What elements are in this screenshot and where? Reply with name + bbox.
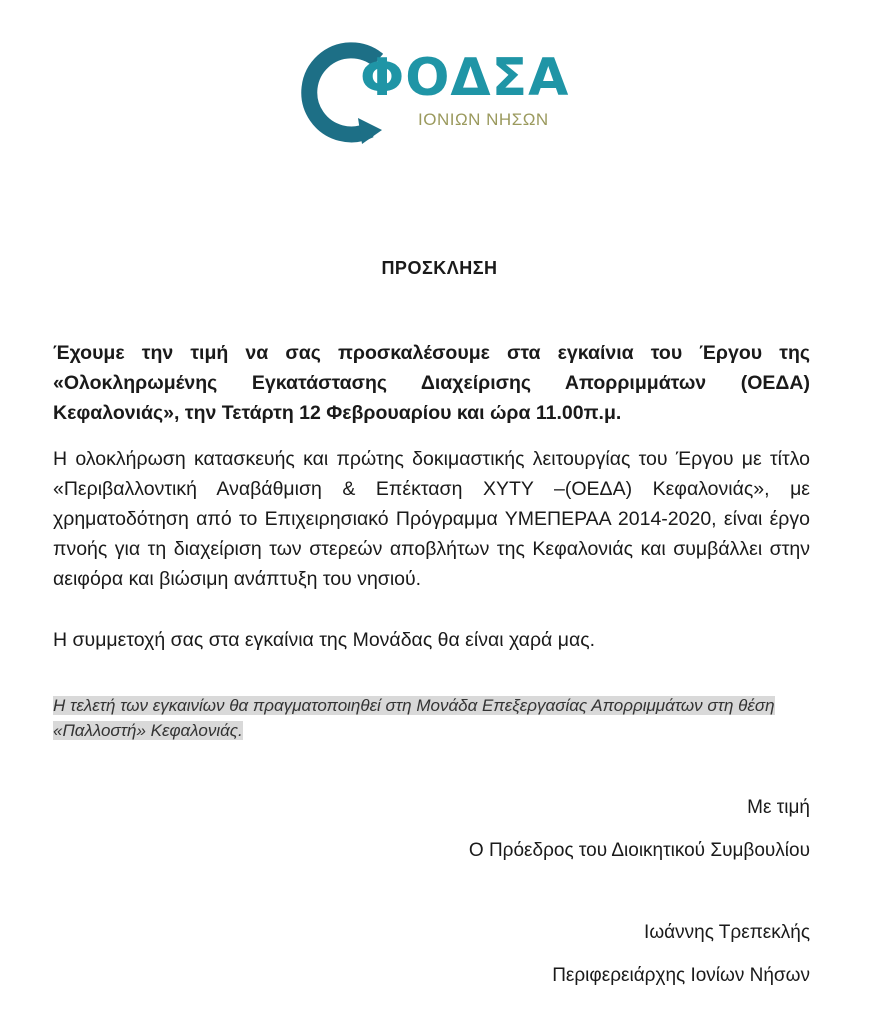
logo-subtitle: ΙΟΝΙΩΝ ΝΗΣΩΝ (418, 110, 549, 129)
closing-line: Η συμμετοχή σας στα εγκαίνια της Μονάδας θα είναι χαρά μας. (53, 629, 596, 651)
ceremony-note-text: Η τελετή των εγκαινίων θα πραγματοποιηθεί στη Μονάδα Επεξεργασίας Απορριμμάτων στη θέση «Παλλοστή» Κεφαλονιάς. (53, 696, 775, 740)
signature-salutation: Με τιμή (747, 797, 810, 818)
signature-role: Ο Πρόεδρος του Διοικητικού Συμβουλίου (468, 840, 810, 861)
document-title: ΠΡΟΣΚΛΗΣΗ (381, 258, 498, 278)
invitation-intro: Έχουμε την τιμή να σας προσκαλέσουμε στα εγκαίνια του Έργου της «Ολοκληρωμένης Εγκατάστασης Διαχείρισης Απορριμμάτων (ΟΕΔΑ) Κεφαλονιάς», την Τετάρτη 12 Φεβρουαρίου και ώρα 11.00π.μ. (53, 342, 810, 424)
ceremony-note (53, 693, 810, 743)
signature-position: Περιφερειάρχης Ιονίων Νήσων (552, 965, 810, 986)
project-description: Η ολοκλήρωση κατασκευής και πρώτης δοκιμαστικής λειτουργίας του Έργου με τίτλο «Περιβαλλοντική Αναβάθμιση & Επέκταση ΧΥΤΥ –(ΟΕΔΑ) Κεφαλονιάς», με χρηματοδότηση από το Επιχειρησιακό Πρόγραμμα ΥΜΕΠΕΡΑΑ 2014-2020, είναι έργο πνοής για τη διαχείριση των στερεών αποβλήτων της Κεφαλονιάς και συμβάλλει στην αειφόρα και βιώσιμη ανάπτυξη του νησιού. (53, 448, 810, 590)
signature-name: Ιωάννης Τρεπεκλής (644, 922, 810, 943)
logo-name: ΦΟΔΣΑ (360, 48, 570, 108)
foda-logo (300, 38, 580, 148)
